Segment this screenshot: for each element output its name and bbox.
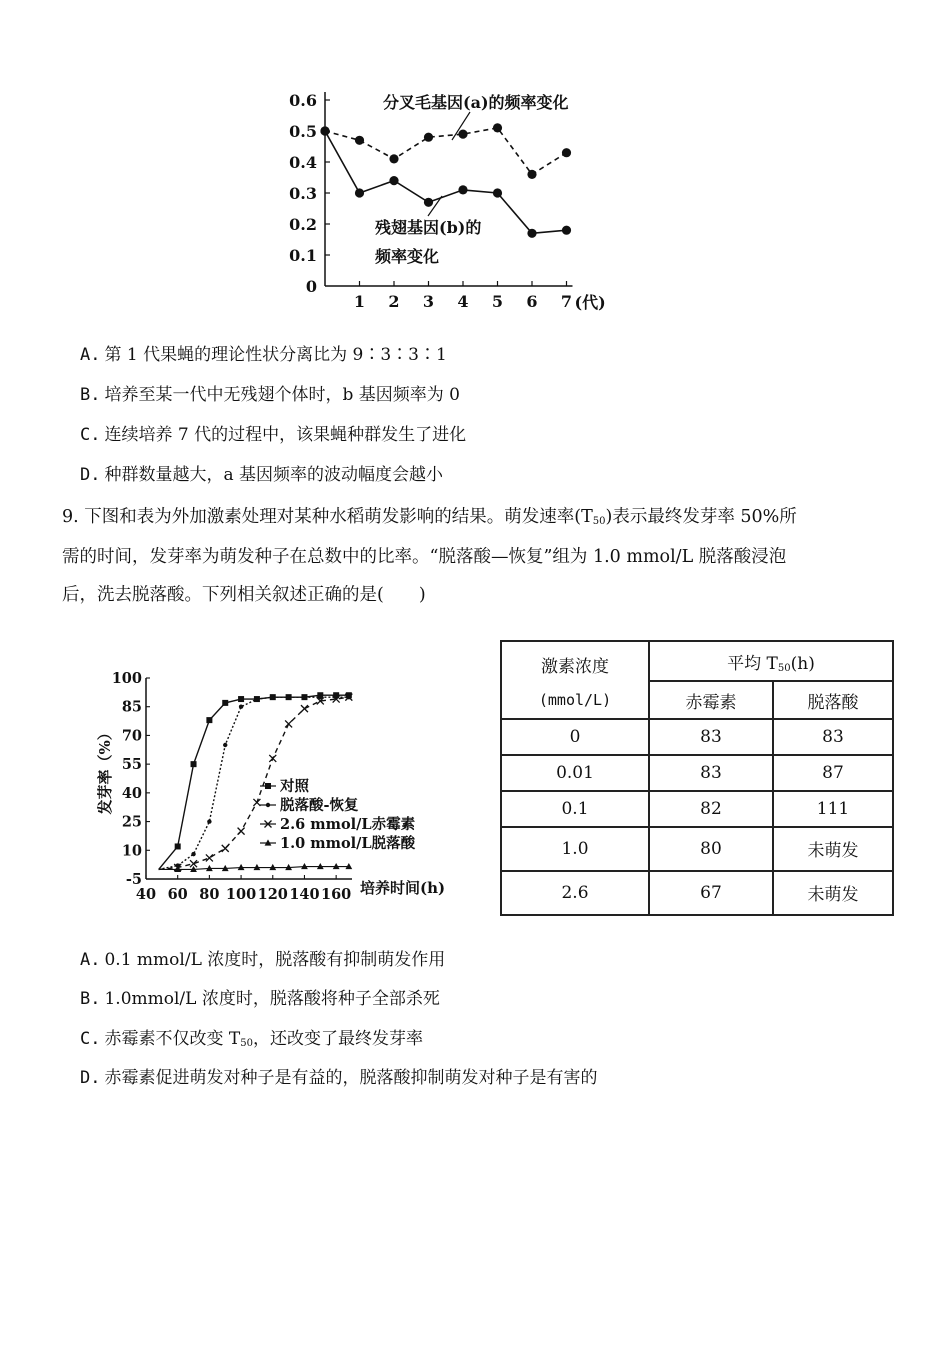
option-sub: 50 [240,1038,253,1049]
germination-rate-chart [90,660,470,910]
cell-conc: 0.01 [501,755,649,791]
table-header-avg-t50 [649,641,893,681]
q9-stem-line-3: 后，洗去脱落酸。下列相关叙述正确的是( ) [62,585,426,605]
option-text: 赤霉素促进萌发对种子是有益的，脱落酸抑制萌发对种子是有害的 [104,1068,598,1088]
data-point [269,755,276,762]
option-text: 连续培养 7 代的过程中，该果蝇种群发生了进化 [104,425,467,445]
y-tick-label: 40 [121,784,142,802]
data-point [389,154,398,163]
y-tick-label: 10 [121,842,142,860]
x-tick-label: 40 [135,886,157,903]
cell-aba: 87 [773,755,893,791]
series-label-b: 频率变化 [375,247,440,266]
q9-stem-line-1 [62,504,797,533]
x-tick-label: 140 [289,886,320,903]
y-axis-label: 发芽率（%） [96,725,114,815]
y-tick-label: 0 [305,277,317,296]
x-tick-label: 5 [491,292,504,311]
option-text: 培养至某一代中无残翅个体时，b 基因频率为 0 [104,385,460,405]
x-tick-label: 7 [560,292,573,311]
y-tick-label: 100 [111,670,142,687]
cell-conc: 0.1 [501,791,649,827]
data-point [222,700,228,706]
data-point [207,819,211,823]
x-tick-label: 60 [167,886,188,903]
option-letter: B. [80,989,101,1009]
cell-ga: 82 [649,791,773,827]
y-tick-label: -5 [125,871,142,888]
data-point [191,852,195,856]
data-point [302,695,306,699]
cell-ga: 80 [649,827,773,871]
header-line: 激素浓度 [541,656,609,677]
option-letter: B. [80,385,101,405]
data-point [527,229,536,238]
data-point [458,185,467,194]
x-tick-label: 80 [199,886,220,903]
data-point [493,188,502,197]
data-point [424,133,433,142]
header-text: 平均 T [727,653,778,674]
cell-aba: 未萌发 [773,827,893,871]
q9-sub: 50 [592,516,606,527]
legend-label: 1.0 mmol/L脱落酸 [280,835,416,852]
x-tick-label: 120 [257,886,288,903]
y-tick-label: 0.3 [289,184,317,203]
legend-label: 对照 [280,778,309,795]
q8-option-c [80,423,466,447]
data-point [424,198,433,207]
gene-frequency-chart [280,80,620,320]
cell-ga: 83 [649,719,773,755]
x-tick-label: 1 [353,292,366,311]
legend-label: 脱落酸-恢复 [280,797,359,814]
cell-aba: 未萌发 [773,871,893,915]
data-point [355,188,364,197]
y-tick-label: 0.4 [289,153,317,172]
data-point [301,705,308,712]
cell-ga: 83 [649,755,773,791]
data-point [271,695,275,699]
y-tick-label: 0.5 [289,122,317,141]
legend-label: 2.6 mmol/L赤霉素 [280,816,416,833]
x-tick-label: 6 [526,292,538,311]
q9-text-tail: )表示最终发芽率 50%所 [605,507,797,527]
q8-option-a [80,343,447,367]
data-point [527,170,536,179]
data-point [266,803,270,807]
series-label-b: 残翅基因(b)的 [375,218,482,237]
option-text: 种群数量越大，a 基因频率的波动幅度会越小 [104,465,444,485]
x-tick-label: 2 [388,292,400,311]
data-point [175,843,181,849]
header-unit: (h) [790,653,815,674]
x-tick-label: 4 [457,292,469,311]
x-axis-label: 培养时间(h) [360,879,446,897]
option-letter: A. [80,950,101,970]
y-tick-label: 25 [121,813,142,831]
option-text: 第 1 代果蝇的理论性状分离比为 9∶3∶3∶1 [104,345,447,365]
data-point [206,854,213,861]
table-header-concentration [501,641,649,719]
y-tick-label: 85 [121,698,142,716]
q9-stem-line-2: 需的时间，发芽率为萌发种子在总数中的比率。“脱落酸—恢复”组为 1.0 mmol/L 脱落酸浸泡 [62,547,787,567]
cell-aba: 111 [773,791,893,827]
data-point [239,705,243,709]
table-row [501,827,893,871]
table-header-abscisic-acid: 脱落酸 [773,681,893,719]
data-point [389,176,398,185]
data-point [191,761,197,767]
option-text: 0.1 mmol/L 浓度时，脱落酸有抑制萌发作用 [104,950,446,970]
data-point [285,720,292,727]
header-sub: 50 [777,662,791,674]
data-point [238,696,244,702]
x-tick-label: 100 [225,886,257,903]
q8-option-d [80,463,443,487]
table-header-gibberellin: 赤霉素 [649,681,773,719]
cell-aba: 83 [773,719,893,755]
table-row [501,791,893,827]
data-point [493,123,502,132]
header-line: (mmol/L) [538,690,612,709]
q8-option-b [80,383,460,407]
data-point [253,799,260,806]
option-letter: D. [80,465,101,485]
q9-option-b [80,987,440,1011]
x-unit-label: (代) [574,293,606,312]
data-point [206,717,212,723]
option-letter: A. [80,345,101,365]
data-point [562,226,571,235]
data-point [320,126,329,135]
option-letter: C. [80,1029,101,1049]
q9-option-d [80,1066,597,1090]
data-point [286,695,290,699]
y-tick-label: 0.6 [289,91,317,110]
data-point [255,697,259,701]
q9-option-c [80,1027,423,1054]
cell-conc: 1.0 [501,827,649,871]
q9-text: 9. 下图和表为外加激素处理对某种水稻萌发影响的结果。萌发速率(T [62,507,593,527]
table-row [501,755,893,791]
data-point [238,828,245,835]
t50-table [500,640,894,916]
data-point [222,845,229,852]
y-tick-label: 70 [121,727,142,745]
data-point [223,743,227,747]
cell-conc: 2.6 [501,871,649,915]
option-text: 赤霉素不仅改变 T [104,1029,241,1049]
data-point [458,130,467,139]
x-tick-label: 3 [422,292,435,311]
y-tick-label: 0.1 [289,246,317,265]
option-text-tail: ，还改变了最终发芽率 [252,1029,423,1049]
data-point [562,148,571,157]
q9-option-a [80,948,445,972]
table-row [501,871,893,915]
cell-ga: 67 [649,871,773,915]
option-letter: D. [80,1068,101,1088]
table-row [501,719,893,755]
y-tick-label: 0.2 [289,215,317,234]
option-letter: C. [80,425,101,445]
series-line-0 [325,128,567,174]
y-tick-label: 55 [121,756,142,774]
series-label-a: 分叉毛基因(a)的频率变化 [383,93,569,112]
option-text: 1.0mmol/L 浓度时，脱落酸将种子全部杀死 [104,989,440,1009]
cell-conc: 0 [501,719,649,755]
x-tick-label: 160 [321,886,352,903]
data-point [265,783,271,789]
data-point [355,136,364,145]
